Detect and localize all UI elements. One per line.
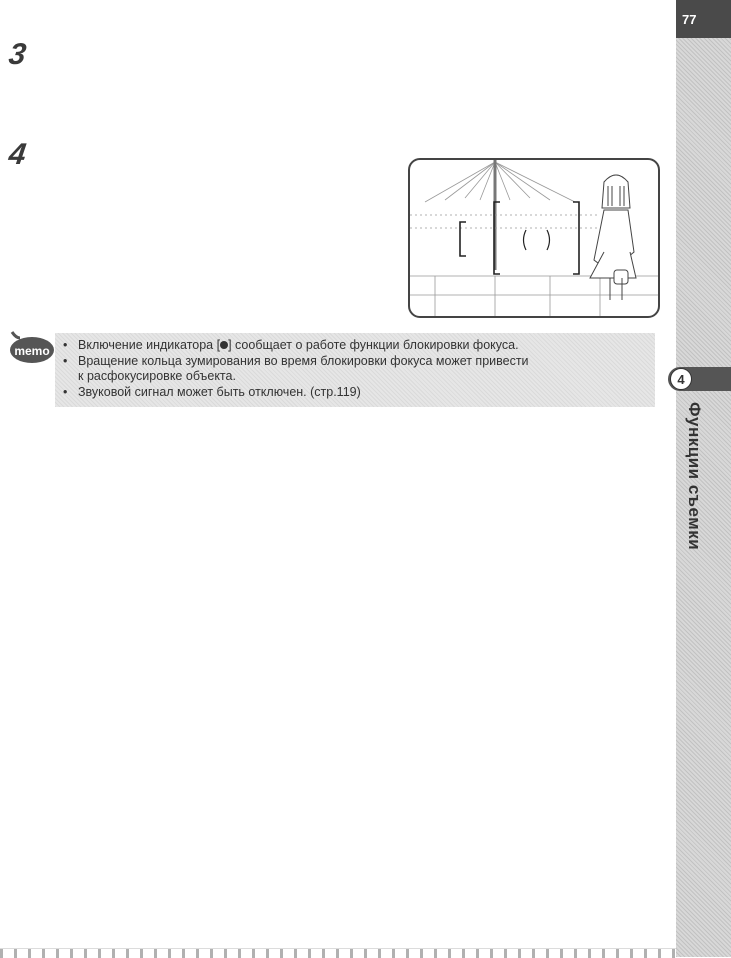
woman-figure: [590, 175, 636, 300]
focus-lock-illustration: [408, 158, 660, 318]
step-number-4: 4: [6, 138, 29, 171]
chapter-marker: [668, 367, 731, 391]
page-number: 77: [676, 0, 731, 38]
chapter-title: Функции съемки: [685, 402, 704, 551]
focus-point: [524, 230, 550, 250]
memo-box: [55, 333, 655, 407]
focus-indicator-icon: [220, 341, 228, 349]
memo-item-3: • Звуковой сигнал может быть отключен. (стр.119): [63, 385, 655, 401]
memo-item-2-continuation: к расфокусировке объекта.: [78, 369, 236, 383]
memo-item-2: • Вращение кольца зумирования во время блокировки фокуса может привести: [63, 354, 655, 370]
chapter-number: 4: [670, 368, 692, 390]
memo-list: [55, 333, 655, 400]
memo-icon-label: memo: [14, 344, 50, 358]
memo-item-1: • Включение индикатора [ ] сообщает о работе функции блокировки фокуса.: [63, 338, 655, 354]
af-frame: [460, 202, 613, 274]
step-number-3: 3: [6, 38, 29, 71]
memo-icon: [6, 328, 56, 368]
viewfinder-scene-svg: [410, 160, 658, 316]
